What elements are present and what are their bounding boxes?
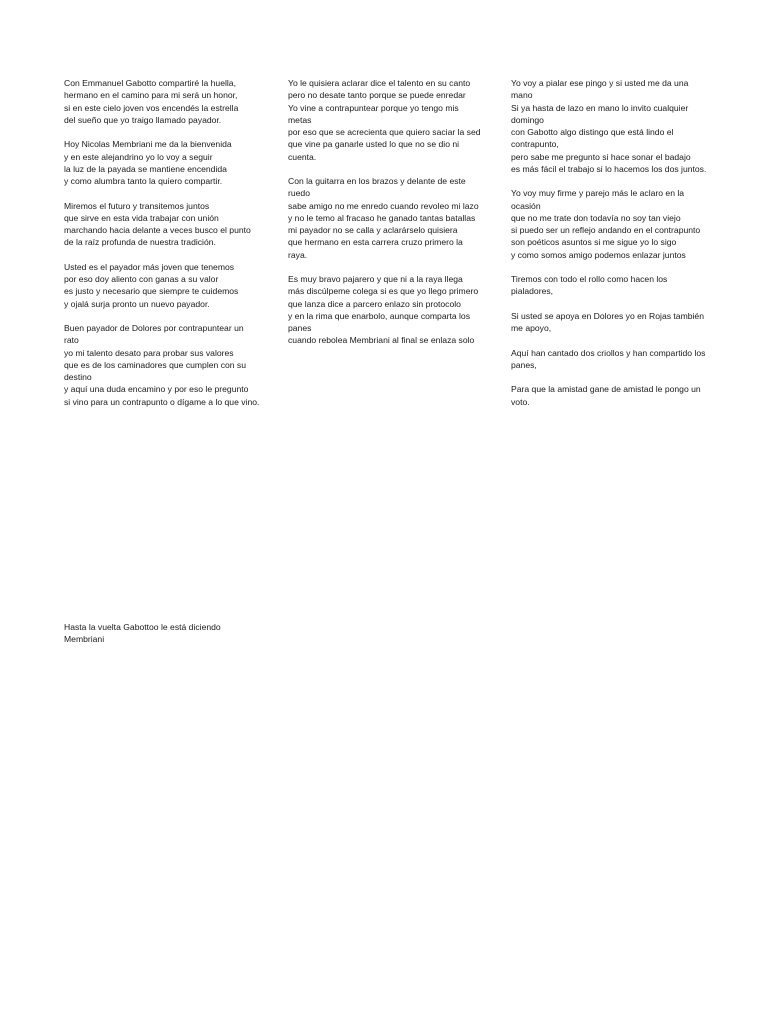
- verse-line: Con Emmanuel Gabotto compartiré la huella,: [64, 78, 236, 88]
- verse-line: por eso doy aliento con ganas a su valor: [64, 274, 219, 284]
- verse-line: que lanza dice a parcero enlazo sin protocolo: [288, 298, 461, 309]
- verse-line: es más fácil el trabajo si lo hacemos los dos juntos.: [511, 163, 707, 174]
- stanza: [288, 273, 484, 347]
- verse-line: y aquí una duda encamino y por eso le pregunto: [64, 384, 249, 395]
- verse-line: sabe amigo no me enredo cuando revoleo mi lazo: [288, 200, 479, 211]
- stanza: [511, 347, 711, 372]
- verse-line: yo mi talento desato para probar sus valores: [64, 347, 234, 358]
- verse-line: Si usted se apoya en Dolores yo en Rojas también me apoyo,: [511, 310, 704, 333]
- verse-line: Hoy Nicolas Membriani me da la bienvenida: [64, 139, 232, 150]
- stanza: [511, 273, 711, 298]
- verse-line: pero no desate tanto porque se puede enredar: [288, 90, 466, 101]
- stanza: [288, 77, 484, 163]
- verse-line: Aquí han cantado dos criollos y han compartido los panes,: [511, 347, 706, 370]
- verse-line: Usted es el payador más joven que tenemos: [64, 261, 235, 272]
- verse-line: y en la rima que enarbolo, aunque comparta los panes: [288, 310, 471, 333]
- verse-line: con Gabotto algo distingo que está lindo el contrapunto,: [511, 127, 674, 150]
- column-2: [288, 77, 484, 359]
- verse-line: Con la guitarra en los brazos y delante de este ruedo: [288, 176, 466, 199]
- stanza: [511, 383, 711, 408]
- verse-line: Yo voy a pialar ese pingo y si usted me da una mano: [511, 78, 689, 101]
- verse-line: de la raíz profunda de nuestra tradición.: [64, 237, 216, 248]
- verse-line: Miremos el futuro y transitemos juntos: [64, 200, 210, 211]
- verse-line: que sirve en esta vida trabajar con unión: [64, 212, 219, 223]
- verse-line: la luz de la payada se mantiene encendida: [64, 163, 227, 174]
- verse-line: mi payador no se calla y aclarárselo quisiera: [288, 225, 458, 235]
- verse-line: es justo y necesario que siempre te cuidemos: [64, 286, 239, 297]
- verse-line: del sueño que yo traigo llamado payador.: [64, 114, 222, 125]
- verse-line: marchando hacia delante a veces busco el punto: [64, 225, 251, 235]
- verse-line: si en este cielo joven vos encendés la estrella: [64, 102, 239, 113]
- verse-line: y ojalá surja pronto un nuevo payador.: [64, 298, 210, 309]
- verse-line: que es de los caminadores que cumplen con su destino: [64, 359, 247, 382]
- verse-line: que vine pa ganarle usted lo que no se dio ni cuenta.: [288, 139, 460, 162]
- verse-line: Yo vine a contrapuntear porque yo tengo mis metas: [288, 102, 459, 125]
- stanza: [511, 187, 711, 261]
- verse-line: Buen payador de Dolores por contrapuntear un rato: [64, 323, 244, 346]
- column-1: [64, 77, 260, 420]
- verse-line: que no me trate don todavía no soy tan viejo: [511, 212, 681, 223]
- verse-line: y como somos amigo podemos enlazar juntos: [511, 249, 686, 260]
- verse-line: si vino para un contrapunto o dígame a lo que vino.: [64, 396, 260, 407]
- verse-line: y en este alejandrino yo lo voy a seguir: [64, 151, 213, 162]
- verse-line: pero sabe me pregunto si hace sonar el badajo: [511, 151, 691, 162]
- stanza: [64, 138, 260, 187]
- verse-line: Para que la amistad gane de amistad le pongo un voto.: [511, 384, 701, 407]
- stanza: [511, 310, 711, 335]
- verse-line: cuando rebolea Membriani al final se enlaza solo: [288, 335, 475, 346]
- verse-line: Si ya hasta de lazo en mano lo invito cualquier domingo: [511, 102, 689, 125]
- stanza: [64, 261, 260, 310]
- verse-line: que hermano en esta carrera cruzo primero la raya.: [288, 237, 463, 260]
- verse-line: Es muy bravo pajarero y que ni a la raya llega: [288, 274, 463, 284]
- column-3: [511, 77, 711, 420]
- verse-line: más discúlpeme colega si es que yo llego primero: [288, 286, 479, 297]
- verse-line: Tiremos con todo el rollo como hacen los pialadores,: [511, 274, 668, 297]
- stanza: [64, 77, 260, 126]
- verse-line: por eso que se acrecienta que quiero saciar la sed: [288, 127, 481, 137]
- verse-line: y no le temo al fracaso he ganado tantas batallas: [288, 212, 476, 223]
- stanza: [64, 322, 260, 408]
- verse-line: Yo voy muy firme y parejo más le aclaro en la ocasión: [511, 188, 685, 211]
- stanza: [288, 175, 484, 261]
- closing-line: Hasta la vuelta Gabottoo le está diciendo Membriani: [64, 622, 221, 645]
- verse-line: Yo le quisiera aclarar dice el talento en su canto: [288, 78, 471, 88]
- verse-line: hermano en el camino para mi será un honor,: [64, 90, 238, 101]
- verse-line: y como alumbra tanto la quiero compartir.: [64, 176, 223, 186]
- verse-line: si puedo ser un reflejo andando en el contrapunto: [511, 225, 701, 235]
- stanza: [511, 77, 711, 175]
- verse-line: son poéticos asuntos si me sigue yo lo sigo: [511, 237, 677, 248]
- stanza: [64, 200, 260, 249]
